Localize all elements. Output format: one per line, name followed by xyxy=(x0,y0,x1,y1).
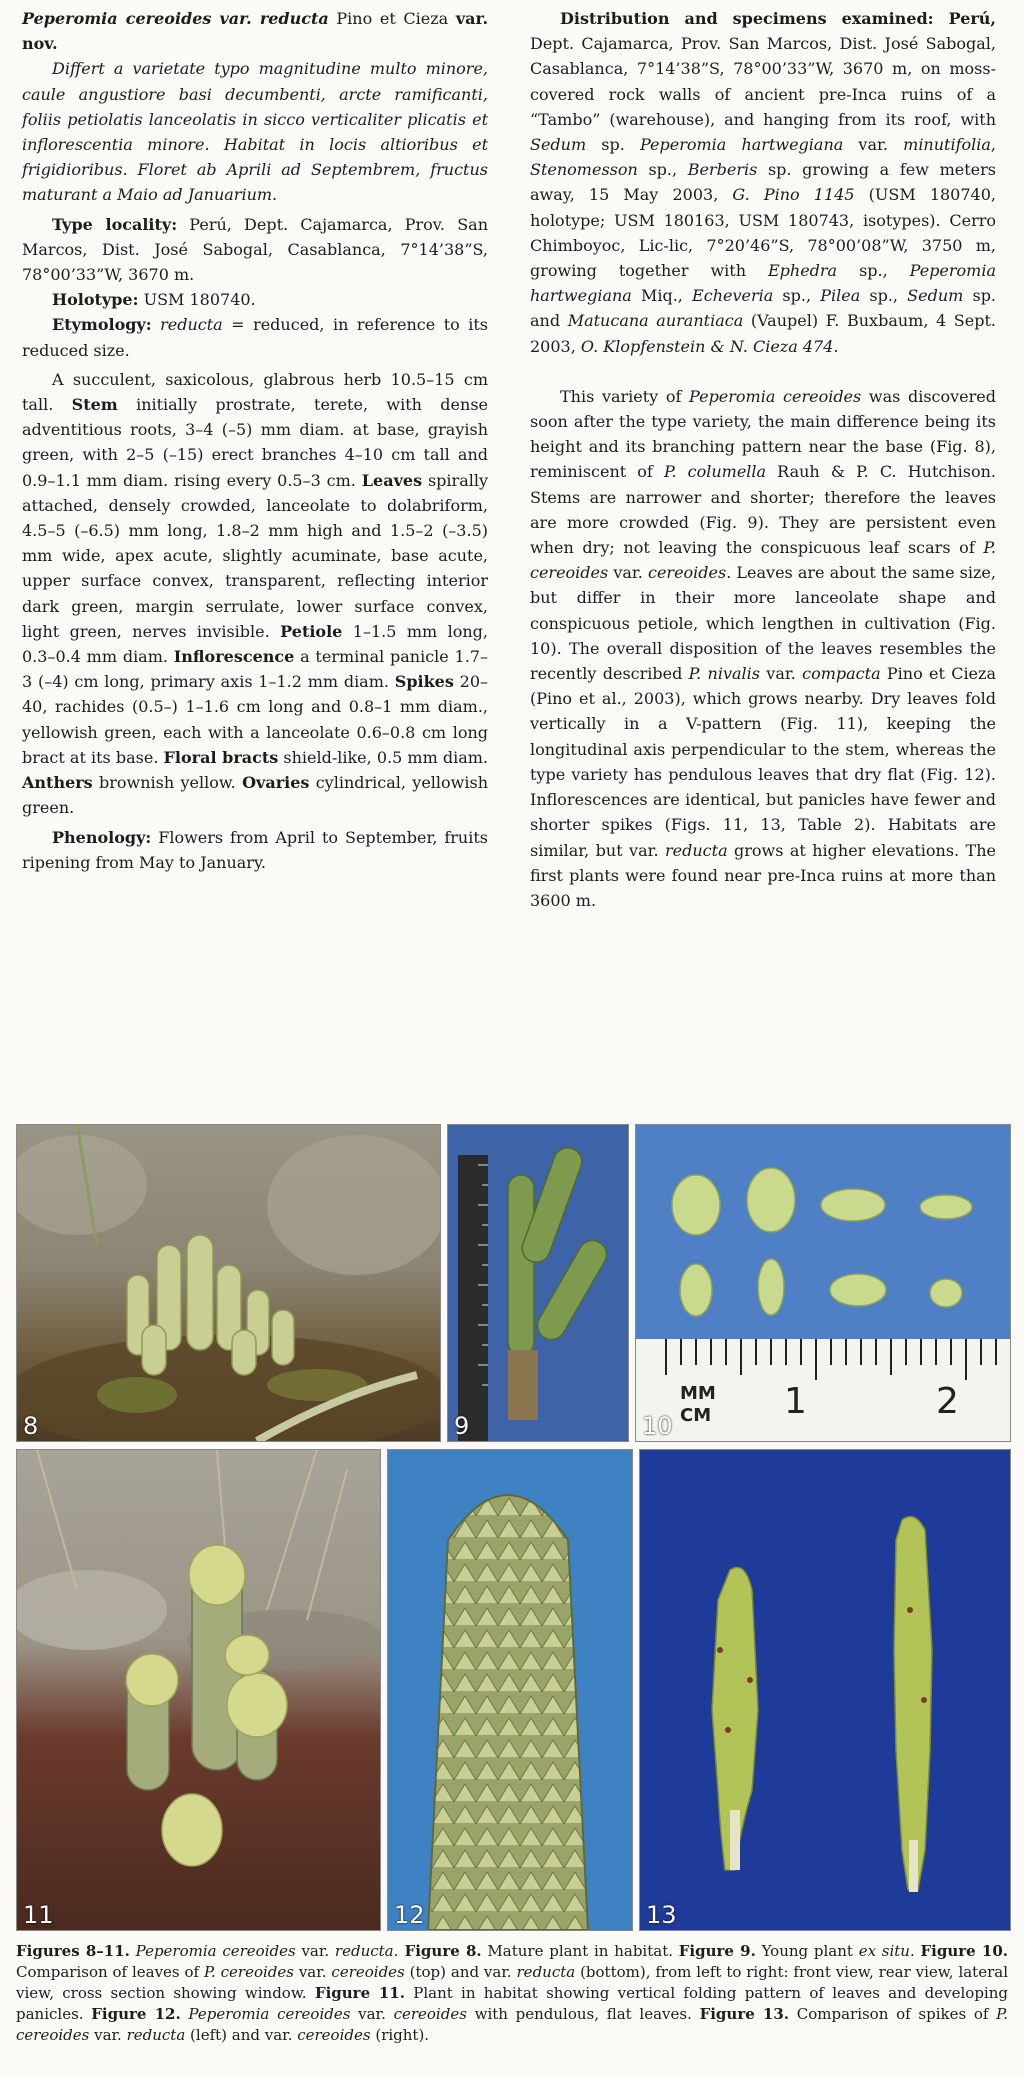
etymology: Etymology: reducta = reduced, in reference to its reduced size. xyxy=(22,315,488,360)
figure-11-label: 11 xyxy=(23,1901,54,1929)
figure-caption: Figures 8–11. Peperomia cereoides var. reducta. Figure 8. Mature plant in habitat. Figure 9. Young plant ex situ. Figure 10. Comparison of leaves of P. cereoides var. cereoides (top) and var. reducta (bottom), from left to right: front view, rear view, lateral view, cross section showing window. Figure 11. Plant in habitat showing vertical folding pattern of leaves and developing panicles. Figure 12. Peperomia cereoides var. cereoides with pendulous, flat leaves. Figure 13. Comparison of spikes of P. cereoides var. reducta (left) and var. cereoides (right). xyxy=(16,1942,1008,2044)
ruler-mm-label: MM xyxy=(680,1383,716,1404)
figure-10-photo xyxy=(635,1124,1011,1442)
description: A succulent, saxicolous, glabrous herb 10.5–15 cm tall. Stem initially prostrate, terete, with dense adventitious roots, 3–4 (–5) mm diam. at base, grayish green, with 2–5 (–15) erect branches 4–10 cm tall and 0.9–1.1 mm diam. rising every 0.5–3 cm. Leaves spirally attached, densely crowded, lanceolate to dolabriform, 4.5–5 (–6.5) mm long, 1.8–2 mm high and 1.5–2 (–3.5) mm wide, apex acute, slightly acuminate, base acute, upper surface convex, transparent, reflecting interior dark green, margin serrulate, lower surface convex, light green, nerves invisible. Petiole 1–1.5 mm long, 0.3–0.4 mm diam. Inflorescence a terminal panicle 1.7–3 (–4) cm long, primary axis 1–1.2 mm diam. Spikes 20–40, rachides (0.5–) 1–1.6 cm long and 0.8–1 mm diam., yellowish green, each with a lanceolate 0.6–0.8 cm long bract at its base. Floral bracts shield-like, 0.5 mm diam. Anthers brownish yellow. Ovaries cylindrical, yellowish green. xyxy=(22,369,489,818)
var-nov: var. nov. xyxy=(22,9,489,54)
latin-diagnosis: Differt a varietate typo magnitudine multo minore, caule angustiore basi decumbenti, arcte ramificanti, foliis petiolatis lanceolatis in sicco verticaliter plicatis et inflorescentia minore. Habitat in locis altioribus et frigidioribus. Floret ab Aprili ad Septembrem, fructus maturant a Maio ad Januarium. xyxy=(22,59,488,205)
ruler-cm-label: CM xyxy=(680,1405,712,1426)
figure-12-photo xyxy=(387,1449,633,1931)
figure-8-label: 8 xyxy=(23,1412,39,1440)
phenology: Phenology: Flowers from April to September, fruits ripening from May to January. xyxy=(22,827,488,872)
distribution: Distribution and specimens examined: Perú, Dept. Cajamarca, Prov. San Marcos, Dist. José Sabogal, Casablanca, 7°14’38”S, 78°00’33”W, 3670 m, on moss-covered rock walls of ancient pre-Inca ruins of a “Tambo” (warehouse), and hanging from its roof, with Sedum sp. Peperomia hartwegiana var. minutifolia, Stenomesson sp., Berberis sp. growing a few meters away, 15 May 2003, G. Pino 1145 (USM 180740, holotype; USM 180163, USM 180743, isotypes). Cerro Chimboyoc, Lic-lic, 7°20’46”S, 78°00’08”W, 3750 m, growing together with Ephedra sp., Peperomia hartwegiana Miq., Echeveria sp., Pilea sp., Sedum sp. and Matucana aurantiaca (Vaupel) F. Buxbaum, 4 Sept. 2003, O. Klopfenstein & N. Cieza 474. xyxy=(530,9,997,356)
figure-13-label: 13 xyxy=(646,1901,677,1929)
taxon-name: Peperomia cereoides var. reducta xyxy=(22,9,329,28)
figure-13-photo xyxy=(639,1449,1011,1931)
figure-11-photo xyxy=(16,1449,381,1931)
discussion: This variety of Peperomia cereoides was discovered soon after the type variety, the main difference being its height and its branching pattern near the base (Fig. 8), reminiscent of P. columella Rauh & P. C. Hutchison. Stems are narrower and shorter; therefore the leaves are more crowded (Fig. 9). They are persistent even when dry; not leaving the conspicuous leaf scars of P. cereoides var. cereoides. Leaves are about the same size, but differ in their more lanceolate shape and conspicuous petiole, which lengthen in cultivation (Fig. 10). The overall disposition of the leaves resembles the recently described P. nivalis var. compacta Pino et Cieza (Pino et al., 2003), which grows nearby. Dry leaves fold vertically in a V-pattern (Fig. 11), keeping the longitudinal axis perpendicular to the stem, whereas the type variety has pendulous leaves that dry flat (Fig. 12). Inflorescences are identical, but panicles have fewer and shorter spikes (Figs. 11, 13, Table 2). Habitats are similar, but var. reducta grows at higher elevations. The first plants were found near pre-Inca ruins at more than 3600 m. xyxy=(530,386,997,910)
figure-9-label: 9 xyxy=(454,1412,470,1440)
figure-10-label: 10 xyxy=(642,1412,673,1440)
ruler-1-label: 1 xyxy=(784,1381,807,1422)
left-column xyxy=(22,6,488,875)
figure-12-label: 12 xyxy=(394,1901,425,1929)
holotype: Holotype: USM 180740. xyxy=(52,290,256,310)
right-column xyxy=(530,6,996,913)
taxon-authors: Pino et Cieza xyxy=(328,9,456,28)
taxon-heading xyxy=(22,6,488,56)
figure-9-photo xyxy=(447,1124,629,1442)
figure-8-photo xyxy=(16,1124,441,1442)
ruler-2-label: 2 xyxy=(936,1381,959,1422)
paragraph-gap xyxy=(530,359,996,384)
type-locality: Type locality: Perú, Dept. Cajamarca, Prov. San Marcos, Dist. José Sabogal, Casablanca, 7°14’38”S, 78°00’33”W, 3670 m. xyxy=(22,214,488,285)
